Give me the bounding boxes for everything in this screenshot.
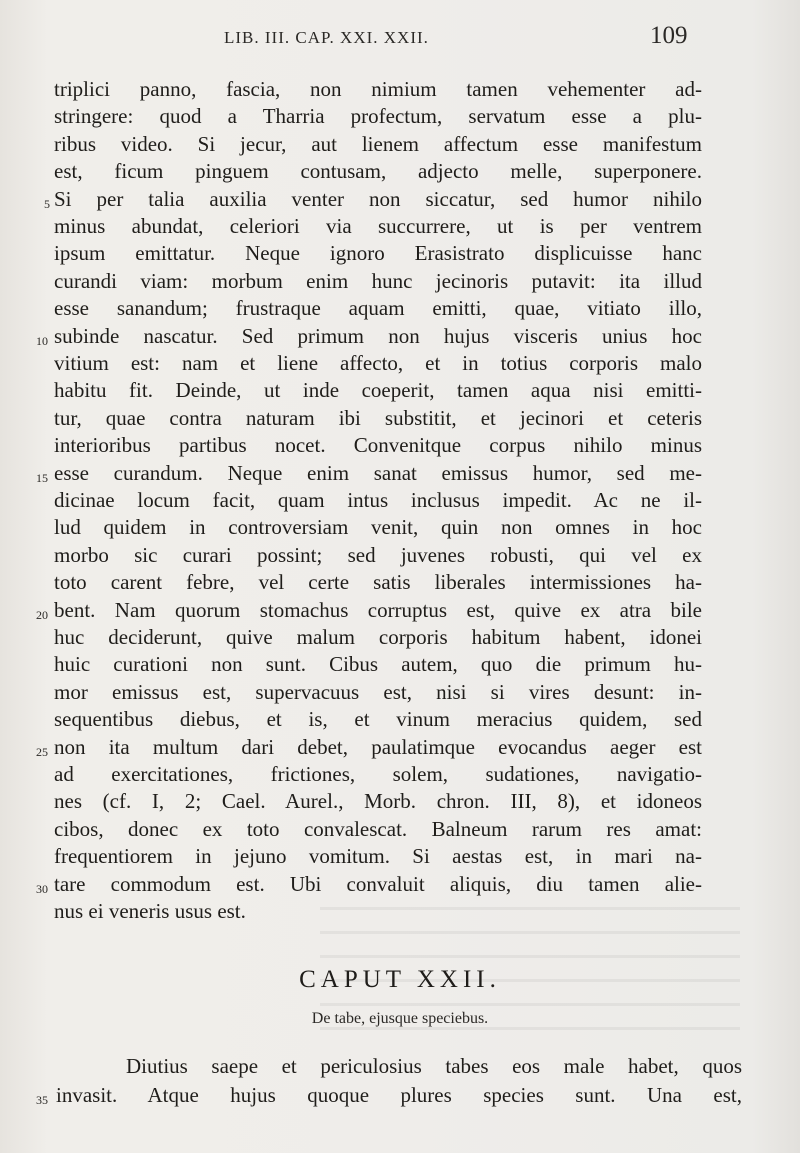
line-number: 25 (36, 744, 48, 759)
text-line (0, 295, 800, 322)
line-text: triplici panno, fascia, non nimium tamen vehementer ad- (54, 77, 702, 101)
line-text: non ita multum dari debet, paulatimque evocandus aeger est (54, 734, 702, 759)
text-line (0, 761, 800, 788)
line-text: est, ficum pinguem contusam, adjecto melle, superponere. (54, 159, 702, 184)
text-line (0, 76, 800, 103)
text-line (0, 788, 800, 815)
line-text: bent. Nam quorum stomachus corruptus est, quive ex atra bile (54, 597, 702, 622)
text-line (0, 103, 800, 130)
line-text: interioribus partibus nocet. Convenitque corpus nihilo minus (54, 433, 702, 458)
chapter-title: CAPUT XXII. (299, 966, 501, 993)
line-text: toto carent febre, vel certe satis liberales intermissiones ha- (54, 570, 702, 595)
text-line (0, 377, 800, 404)
text-line (0, 569, 800, 596)
line-text: curandi viam: morbum enim hunc jecinoris putavit: ita illud (54, 268, 702, 293)
text-line (0, 268, 800, 295)
text-line (0, 350, 800, 377)
text-line (0, 1053, 800, 1080)
line-text: Si per talia auxilia venter non siccatur, sed humor nihilo (54, 186, 702, 211)
text-line (0, 624, 800, 651)
line-text: ad exercitationes, frictiones, solem, sudationes, navigatio- (54, 762, 702, 786)
text-line (0, 487, 800, 514)
text-line (0, 460, 800, 487)
text-line (0, 186, 800, 213)
line-text: frequentiorem in jejuno vomitum. Si aestas est, in mari na- (54, 844, 702, 869)
line-text: invasit. Atque hujus quoque plures species sunt. Una est, (56, 1083, 742, 1107)
line-text: vitium est: nam et liene affecto, et in totius corporis malo (54, 351, 702, 375)
line-text: nus ei veneris usus est. (54, 899, 246, 923)
text-line (0, 323, 800, 350)
text-line (0, 240, 800, 267)
line-number: 5 (44, 196, 50, 211)
line-text: habitu fit. Deinde, ut inde coeperit, tamen aqua nisi emitti- (54, 378, 702, 403)
line-text: ribus video. Si jecur, aut lienem affectum esse manifestum (54, 131, 702, 156)
line-text: subinde nascatur. Sed primum non hujus visceris unius hoc (54, 323, 702, 348)
line-text: sequentibus diebus, et is, et vinum meracius quidem, sed (54, 707, 702, 732)
line-text: mor emissus est, supervacuus est, nisi si vires desunt: in- (54, 679, 702, 704)
line-text: cibos, donec ex toto convalescat. Balneum rarum res amat: (54, 816, 702, 841)
line-text: Diutius saepe et periculosius tabes eos male habet, quos (126, 1054, 742, 1078)
line-text: minus abundat, celeriori via succurrere, ut is per ventrem (54, 214, 702, 238)
line-text: nes (cf. I, 2; Cael. Aurel., Morb. chron. III, 8), et idoneos (54, 789, 702, 814)
chapter-subtitle: De tabe, ejusque speciebus. (311, 1010, 489, 1027)
line-text: stringere: quod a Tharria profectum, servatum esse a plu- (54, 104, 702, 129)
line-text: huic curationi non sunt. Cibus autem, quo die primum hu- (54, 652, 702, 677)
line-text: tur, quae contra naturam ibi substitit, et jecinori et ceteris (54, 405, 702, 430)
text-line (0, 843, 800, 870)
text-line (0, 432, 800, 459)
line-number: 35 (36, 1093, 48, 1107)
line-text: esse curandum. Neque enim sanat emissus humor, sed me- (54, 460, 702, 485)
text-line (0, 679, 800, 706)
line-text: morbo sic curari possint; sed juvenes robusti, qui vel ex (54, 542, 702, 567)
page-number: 109 (650, 22, 688, 49)
line-text: ipsum emittatur. Neque ignoro Erasistrato displicuisse hanc (54, 241, 702, 266)
text-line (0, 542, 800, 569)
line-number: 10 (36, 333, 48, 348)
text-line (0, 597, 800, 624)
text-line (0, 158, 800, 185)
text-line (0, 871, 800, 898)
line-text: tare commodum est. Ubi convaluit aliquis, diu tamen alie- (54, 871, 702, 896)
running-head: LIB. III. CAP. XXI. XXII. (224, 28, 429, 47)
line-text: esse sanandum; frustraque aquam emitti, quae, vitiato illo, (54, 296, 702, 321)
line-text: lud quidem in controversiam venit, quin non omnes in hoc (54, 515, 702, 540)
text-line (0, 405, 800, 432)
line-text: dicinae locum facit, quam intus inclusus impedit. Ac ne il- (54, 488, 702, 512)
text-line (0, 816, 800, 843)
text-line (0, 1082, 800, 1109)
text-line (0, 651, 800, 678)
line-number: 20 (36, 607, 48, 622)
text-line (0, 898, 800, 925)
text-line (0, 706, 800, 733)
text-line (0, 734, 800, 761)
line-number: 30 (36, 881, 48, 896)
text-line (0, 131, 800, 158)
text-line (0, 213, 800, 240)
line-number: 15 (36, 470, 48, 485)
text-line (0, 514, 800, 541)
line-text: huc deciderunt, quive malum corporis habitum habent, idonei (54, 625, 702, 649)
